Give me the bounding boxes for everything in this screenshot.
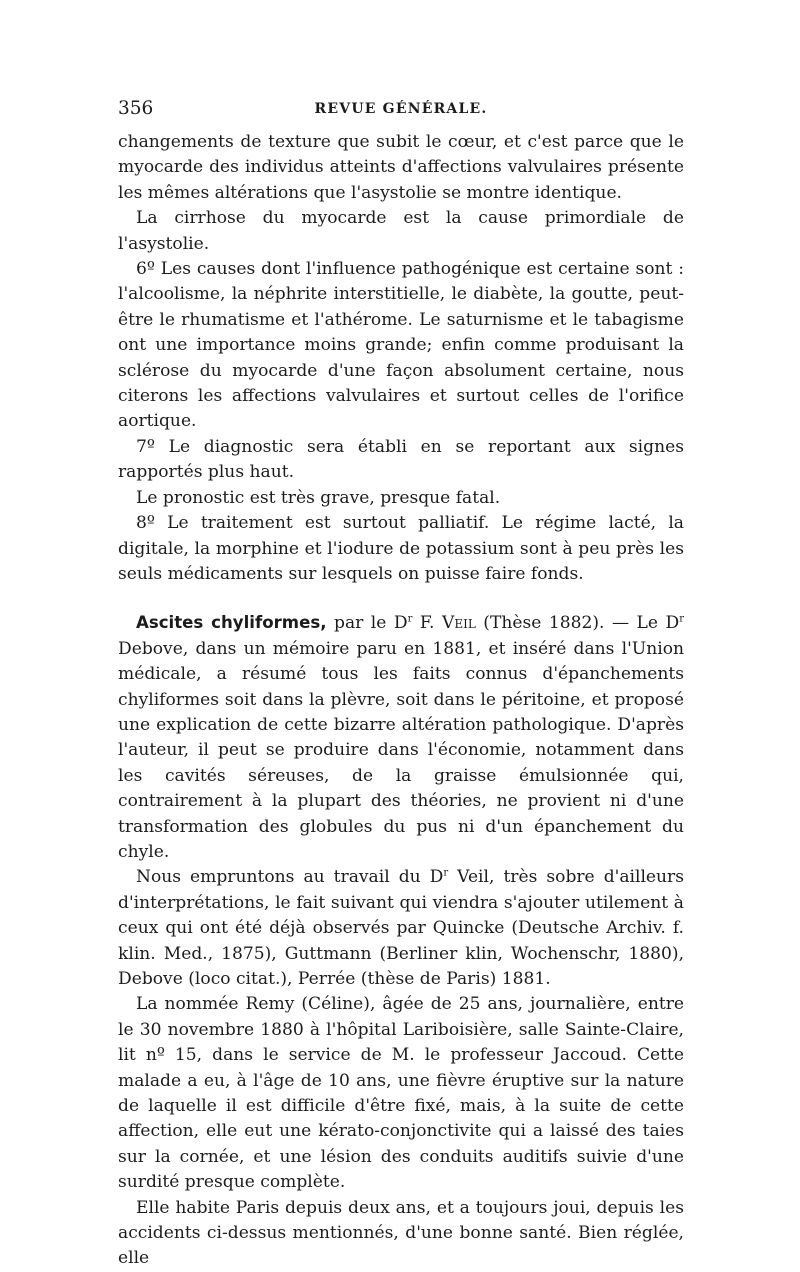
p2-pre: Nous empruntons au travail du D [136, 867, 444, 888]
intro-text: Debove, dans un mémoire paru en 1881, et inséré dans l'Union médicale, a résumé tous les faits connus d'épanchements chyliformes soit dans la plèvre, soit dans le péritoine, et proposé une explication de cette bizarre altération pathologique. D'après l'auteur, il peut se produire dans l'économie, notamment dans les cavités séreuses, de la graisse émulsionnée qui, contrairement à la plupart des théories, ne provient ni d'une transformation des globules du pus ni d'un épanchement du chyle. [118, 638, 684, 862]
article-intro-paragraph [118, 610, 684, 865]
article-paragraph-history: Elle habite Paris depuis deux ans, et a toujours joui, depuis les accidents ci-dessus mentionnés, d'une bonne santé. Bien réglée, elle [118, 1197, 684, 1269]
page-number: 356 [118, 98, 154, 119]
paragraph-treatment: 8º Le traitement est surtout palliatif. Le régime lacté, la digitale, la morphine et l'iodure de potassium sont à peu près les seuls médicaments sur lesquels on puisse faire fonds. [118, 513, 684, 584]
running-title: REVUE GÉNÉRALE. [314, 101, 488, 117]
intro-rest: (Thèse 1882). — Le D [475, 613, 680, 634]
doctor-abbrev-sup: r [407, 613, 413, 625]
p2-text: Veil, très sobre d'ailleurs d'interprétations, le fait suivant qui viendra s'ajouter utilement à ceux qui ont été déjà observés par Quincke (Deutsche Archiv. f. klin. Med., 1875), Guttmann (Berliner klin, Wochenschr, 1880), Debove (loco citat.), Perrée (thèse de Paris) 1881. [118, 867, 684, 989]
article-paragraph-case: La nommée Remy (Céline), âgée de 25 ans, journalière, entre le 30 novembre 1880 à l'hôpital Lariboisière, salle Sainte-Claire, lit nº 15, dans le service de M. le professeur Jaccoud. Cette malade a eu, à l'âge de 10 ans, une fièvre éruptive sur la nature de laquelle il est difficile d'être fixé, mais, à la suite de cette affection, elle eut une kérato-conjonctivite qui a laissé des taies sur la cornée, et une lésion des conduits auditifs suivie d'une surdité presque complète. [118, 994, 684, 1193]
paragraph-continuation: changements de texture que subit le cœur, et c'est parce que le myocarde des individus atteints d'affections valvulaires présente les mêmes altérations que l'asystolie se montre identique. [118, 132, 684, 203]
article-title: Ascites chyliformes, [136, 613, 327, 633]
paragraph-prognostic: Le pronostic est très grave, presque fatal. [136, 487, 501, 508]
body-text [118, 130, 684, 1272]
article-paragraph-veil [118, 865, 684, 992]
doctor-abbrev-sup-3: r [443, 867, 449, 879]
paragraph-diagnostic: 7º Le diagnostic sera établi en se reportant aux signes rapportés plus haut. [118, 436, 684, 483]
article-byline: par le D [326, 613, 408, 634]
paragraph-causes: 6º Les causes dont l'influence pathogénique est certaine sont : l'alcoolisme, la néphrite interstitielle, le diabète, la goutte, peut-être le rhumatisme et l'athérome. Le saturnisme et le tabagisme ont une importance moins grande; enfin comme produisant la sclérose du myocarde d'une façon absolument certaine, nous citerons les affections valvulaires et surtout celles de l'orifice aortique. [118, 259, 684, 432]
paragraph-cirrhosis: La cirrhose du myocarde est la cause primordiale de l'asystolie. [118, 208, 684, 254]
page-header [118, 97, 684, 121]
author-initial: F. [412, 613, 442, 634]
author-name: Veil [441, 613, 476, 634]
doctor-abbrev-sup-2: r [679, 613, 684, 625]
